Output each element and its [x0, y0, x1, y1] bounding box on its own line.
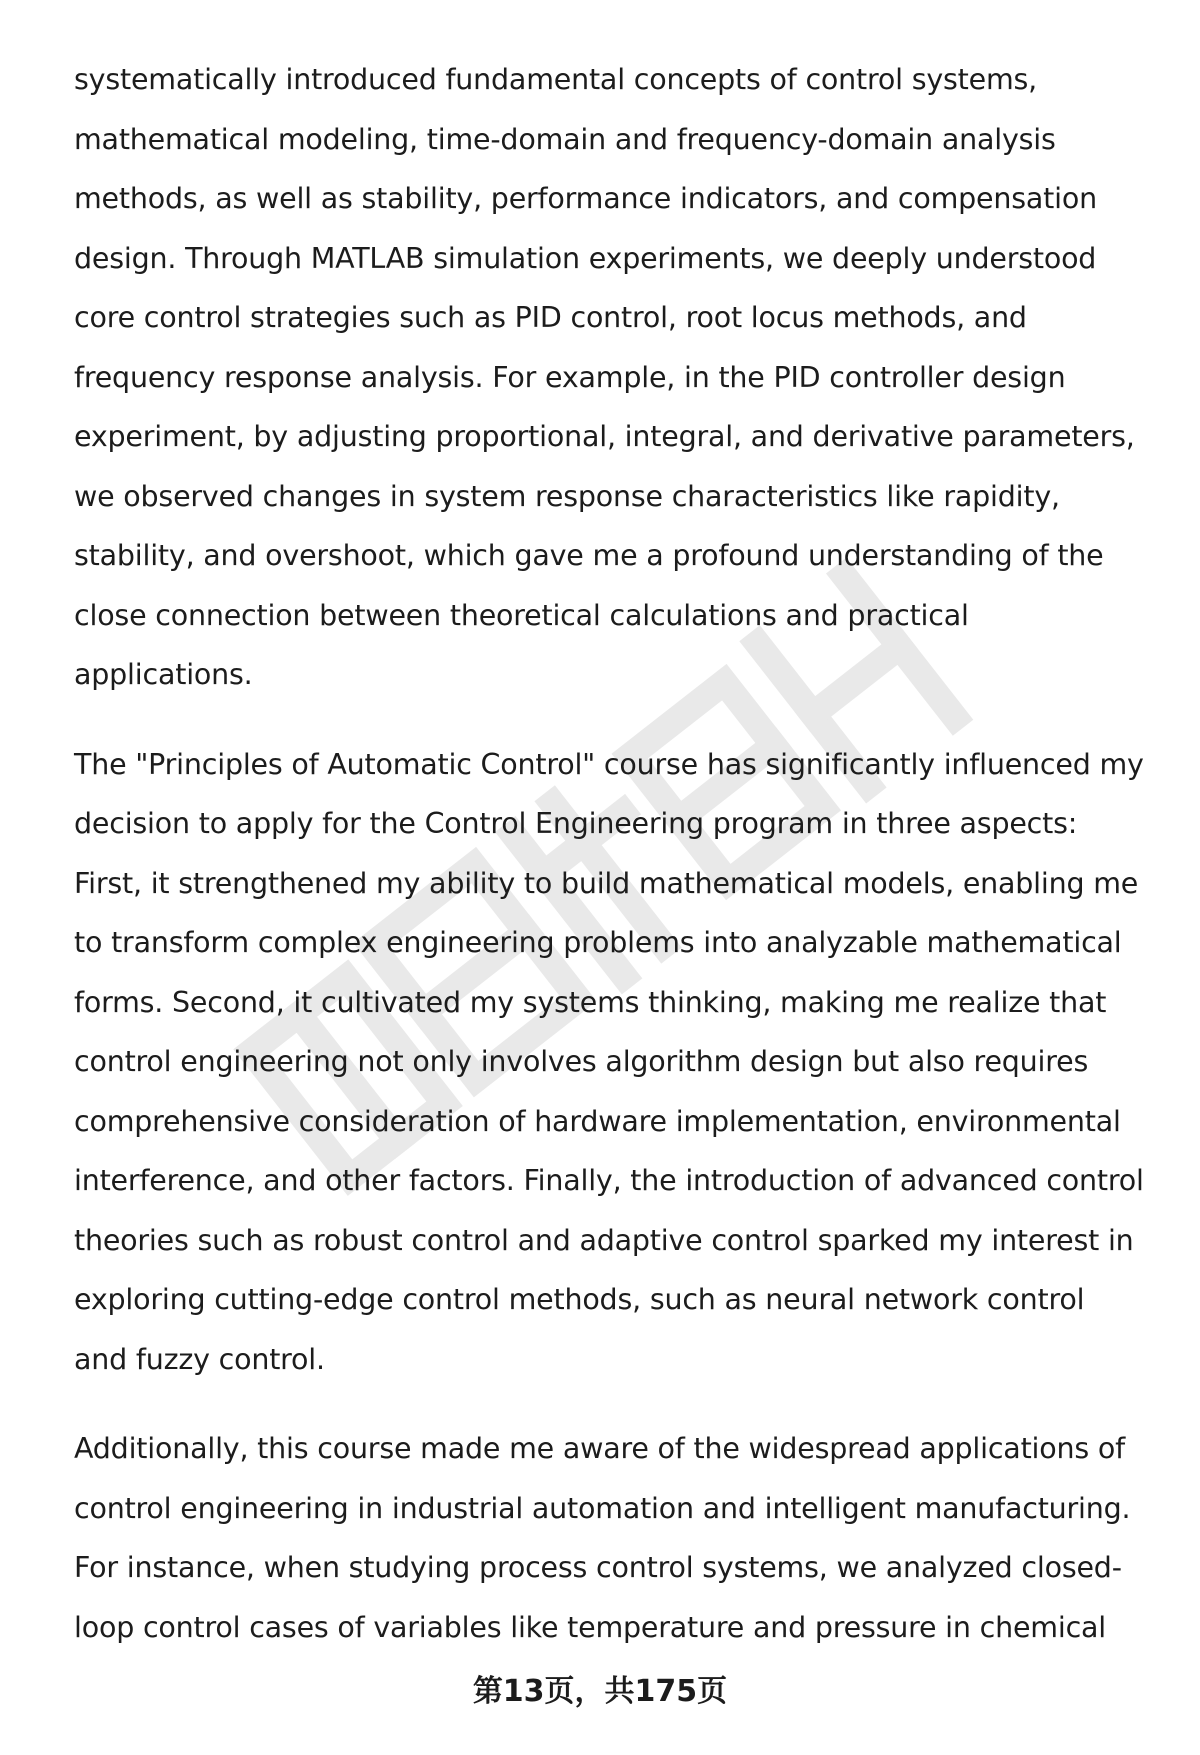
text-line: For instance, when studying process control systems, we analyzed closed- [74, 1551, 1122, 1584]
page-number-footer: 第13页，共175页 [472, 1674, 728, 1709]
text-line: core control strategies such as PID control, root locus methods, and [74, 301, 1027, 334]
text-line: methods, as well as stability, performance indicators, and compensation [74, 182, 1097, 215]
text-line: stability, and overshoot, which gave me a profound understanding of the [74, 539, 1104, 572]
paragraph-2 [74, 735, 1164, 1390]
text-line: we observed changes in system response characteristics like rapidity, [74, 479, 1060, 513]
text-line: and fuzzy control. [74, 1342, 325, 1376]
text-line: close connection between theoretical calculations and practical [74, 598, 969, 632]
text-line: control engineering in industrial automation and intelligent manufacturing. [74, 1491, 1131, 1525]
document-body [74, 50, 1164, 1657]
text-line: frequency response analysis. For example, in the PID controller design [74, 360, 1066, 394]
text-line: to transform complex engineering problems into analyzable mathematical [74, 926, 1122, 959]
text-line: control engineering not only involves algorithm design but also requires [74, 1045, 1089, 1078]
text-line: loop control cases of variables like temperature and pressure in chemical [74, 1610, 1107, 1644]
text-line: experiment, by adjusting proportional, integral, and derivative parameters, [74, 420, 1135, 453]
text-line: forms. Second, it cultivated my systems thinking, making me realize that [74, 985, 1107, 1019]
text-line: theories such as robust control and adaptive control sparked my interest in [74, 1223, 1134, 1257]
text-line: design. Through MATLAB simulation experiments, we deeply understood [74, 241, 1097, 275]
text-line: interference, and other factors. Finally, the introduction of advanced control [74, 1164, 1144, 1197]
text-line: systematically introduced fundamental concepts of control systems, [74, 63, 1038, 96]
text-line: applications. [74, 658, 253, 691]
text-line: comprehensive consideration of hardware implementation, environmental [74, 1104, 1121, 1138]
text-line: The "Principles of Automatic Control" course has significantly influenced my [74, 747, 1144, 781]
paragraph-1 [74, 50, 1164, 705]
text-line: Additionally, this course made me aware of the widespread applications of [74, 1432, 1125, 1465]
text-line: First, it strengthened my ability to build mathematical models, enabling me [74, 866, 1139, 900]
text-line: mathematical modeling, time-domain and frequency-domain analysis [74, 122, 1056, 156]
text-line: decision to apply for the Control Engineering program in three aspects: [74, 807, 1078, 840]
text-line: exploring cutting-edge control methods, such as neural network control [74, 1283, 1085, 1316]
paragraph-3 [74, 1419, 1164, 1657]
